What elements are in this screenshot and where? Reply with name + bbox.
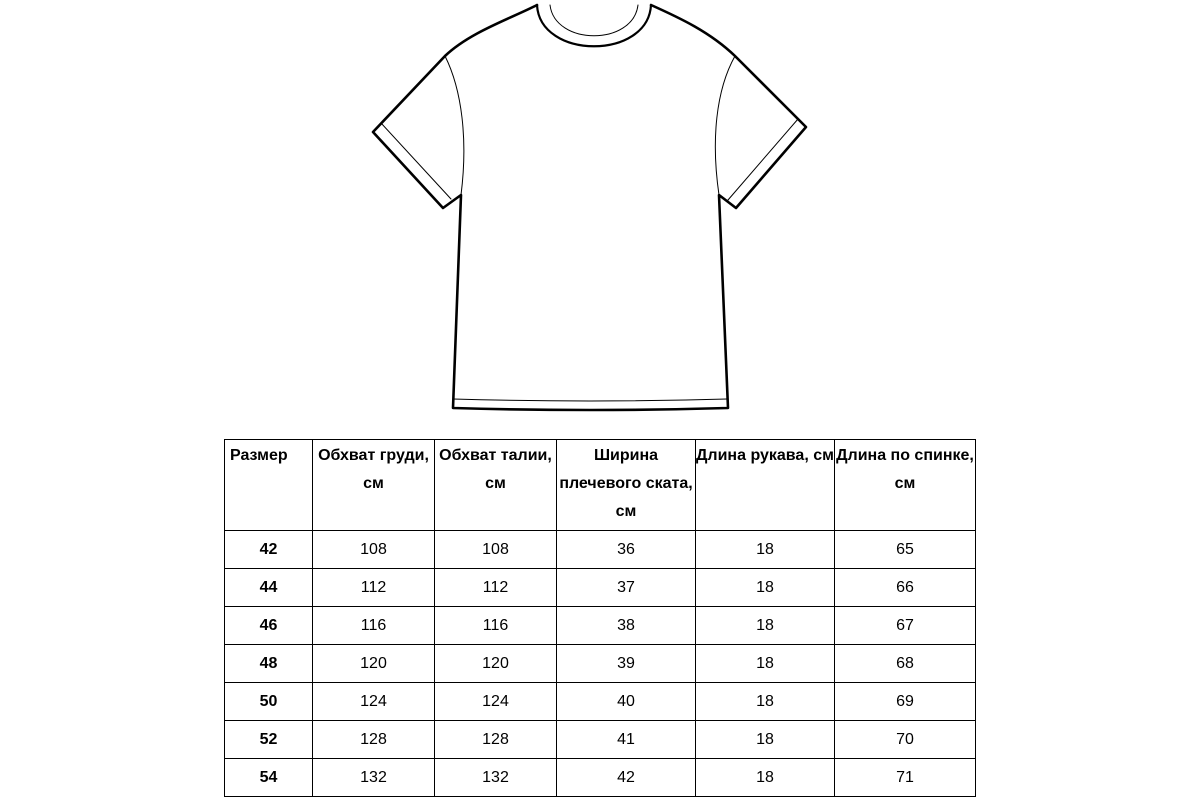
t-shirt-right-sleeve-hem (728, 119, 798, 200)
shoulder-cell: 37 (557, 569, 696, 607)
t-shirt-left-armhole (445, 56, 464, 195)
header-waist: Обхват талии, см (435, 440, 557, 531)
size-cell: 54 (225, 759, 313, 797)
sleeve-cell: 18 (696, 645, 835, 683)
t-shirt-bottom-hem (453, 399, 727, 401)
sleeve-cell: 18 (696, 759, 835, 797)
size-cell: 46 (225, 607, 313, 645)
t-shirt-collar-band (550, 5, 638, 36)
shoulder-cell: 40 (557, 683, 696, 721)
sleeve-cell: 18 (696, 683, 835, 721)
size-cell: 52 (225, 721, 313, 759)
back-length-cell: 71 (835, 759, 976, 797)
size-cell: 48 (225, 645, 313, 683)
back-length-cell: 66 (835, 569, 976, 607)
shoulder-cell: 41 (557, 721, 696, 759)
size-cell: 50 (225, 683, 313, 721)
table-header-row (225, 440, 976, 531)
size-chart-table (224, 439, 976, 797)
table-row (225, 607, 976, 645)
header-sleeve: Длина рукава, см (696, 440, 835, 531)
t-shirt-left-sleeve-hem (381, 123, 451, 199)
shoulder-cell: 38 (557, 607, 696, 645)
t-shirt-outline (373, 5, 806, 410)
shoulder-cell: 36 (557, 531, 696, 569)
chest-cell: 124 (313, 683, 435, 721)
waist-cell: 132 (435, 759, 557, 797)
t-shirt-right-armhole (715, 56, 735, 195)
back-length-cell: 69 (835, 683, 976, 721)
chest-cell: 132 (313, 759, 435, 797)
sleeve-cell: 18 (696, 607, 835, 645)
table-row (225, 531, 976, 569)
back-length-cell: 65 (835, 531, 976, 569)
table-row (225, 569, 976, 607)
header-shoulder: Ширина плечевого ската, см (557, 440, 696, 531)
sleeve-cell: 18 (696, 531, 835, 569)
table-row (225, 721, 976, 759)
waist-cell: 112 (435, 569, 557, 607)
header-size: Размер (225, 440, 313, 531)
shoulder-cell: 42 (557, 759, 696, 797)
header-chest: Обхват груди, см (313, 440, 435, 531)
table-row (225, 759, 976, 797)
size-cell: 44 (225, 569, 313, 607)
size-cell: 42 (225, 531, 313, 569)
table-row (225, 645, 976, 683)
waist-cell: 128 (435, 721, 557, 759)
back-length-cell: 70 (835, 721, 976, 759)
waist-cell: 108 (435, 531, 557, 569)
chest-cell: 112 (313, 569, 435, 607)
waist-cell: 124 (435, 683, 557, 721)
sleeve-cell: 18 (696, 569, 835, 607)
waist-cell: 120 (435, 645, 557, 683)
shoulder-cell: 39 (557, 645, 696, 683)
chest-cell: 116 (313, 607, 435, 645)
waist-cell: 116 (435, 607, 557, 645)
sleeve-cell: 18 (696, 721, 835, 759)
header-back-length: Длина по спинке, см (835, 440, 976, 531)
t-shirt-collar (537, 5, 651, 46)
chest-cell: 108 (313, 531, 435, 569)
chest-cell: 128 (313, 721, 435, 759)
chest-cell: 120 (313, 645, 435, 683)
back-length-cell: 67 (835, 607, 976, 645)
table-row (225, 683, 976, 721)
back-length-cell: 68 (835, 645, 976, 683)
